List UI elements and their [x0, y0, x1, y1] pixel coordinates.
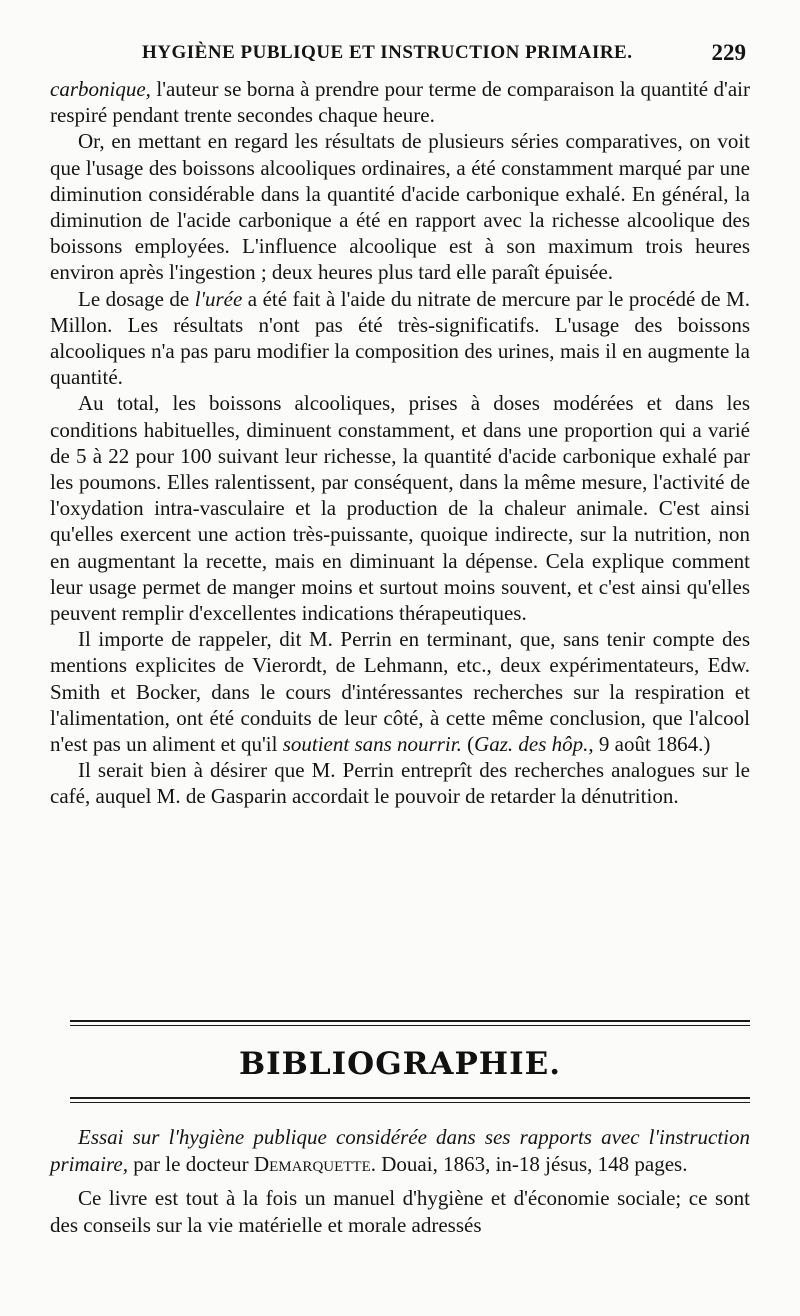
paragraph-3-text-a: Le dosage de — [78, 286, 195, 311]
paragraph-1 — [50, 76, 750, 128]
uree-term: l'urée — [194, 286, 243, 311]
review-paragraph: Ce livre est tout à la fois un manuel d'hygiène et d'économie sociale; ce sont des conseils sur la vie matérielle et morale adressés — [50, 1186, 750, 1237]
book-author: Demarquette — [253, 1151, 371, 1176]
book-details: . Douai, 1863, in-18 jésus, 148 pages. — [370, 1151, 688, 1176]
paragraph-5-text-a: Il importe de rappeler, dit M. Perrin en terminant, que, sans tenir compte des mentions explicites de Vierordt, de Lehmann, etc., deux expérimentateurs, Edw. Smith et Bocker, dans le cours d'intéressantes recherches sur la respiration et l'alimentation, ont été conduits de leur côté, à cette même conclusion, que l'alcool n'est pas un aliment et qu'il — [50, 627, 750, 757]
paragraph-1-text: l'auteur se borna à prendre pour terme de comparaison la quantité d'air respiré pendant trente secondes chaque heure. — [50, 77, 750, 128]
entry-by: par le docteur — [127, 1151, 254, 1176]
paragraph-2: Or, en mettant en regard les résultats de plusieurs séries comparatives, on voit que l'usage des boissons alcooliques ordinaires, a été constamment marqué par une diminution considérable dans la quantité d'acide carbonique exhalé. En général, la diminution de l'acide carbonique a été en rapport avec la richesse alcoolique des boissons employées. L'influence alcoolique est à son maximum trois heures environ après l'ingestion ; deux heures plus tard elle paraît épuisée. — [50, 129, 750, 285]
page-number: 229 — [711, 40, 746, 65]
running-head — [52, 40, 752, 70]
paragraph-5-text-b: , 9 août 1864.) — [588, 732, 711, 757]
quote-soutient: soutient sans nourrir. — [282, 732, 462, 757]
bibliography-entry — [50, 1124, 750, 1177]
running-title: HYGIÈNE PUBLIQUE ET INSTRUCTION PRIMAIRE. — [142, 42, 633, 63]
paragraph-4: Au total, les boissons alcooliques, prises à doses modérées et dans les conditions habituelles, diminuent constamment, et dans une proportion qui a varié de 5 à 22 pour 100 suivant leur richesse, la quantité d'acide carbonique exhalé par les poumons. Elles ralentissent, par conséquent, dans la même mesure, l'activité de l'oxydation intra-vasculaire et la production de la chaleur animale. C'est ainsi qu'elles exercent une action très-puissante, quoique indirecte, sur la nutrition, non en augmentant la recette, mais en diminuant la dépense. Cela explique comment leur usage permet de manger moins et surtout moins souvent, et c'est ainsi qu'elles peuvent remplir d'excellentes indications thérapeutiques. — [50, 391, 750, 626]
article-body — [50, 76, 750, 810]
top-double-rule — [70, 1020, 750, 1026]
paragraph-3-text-b: a été fait à l'aide du nitrate de mercure par le procédé de M. Millon. Les résultats n'ont pas été très-significatifs. L'usage des boissons alcooliques n'a pas paru modifier la composition des urines, mais il en augmente la quantité. — [50, 286, 750, 390]
paragraph-1-italic: carbonique, — [50, 77, 151, 101]
book-title: Essai sur l'hygiène publique considérée dans ses rapports avec l'instruction primaire, — [50, 1125, 750, 1176]
paragraph-6: Il serait bien à désirer que M. Perrin entreprît des recherches analogues sur le café, auquel M. de Gasparin accordait le pouvoir de retarder la dénutrition. — [50, 758, 750, 809]
paragraph-3 — [50, 286, 750, 391]
section-heading: BIBLIOGRAPHIE. — [238, 1046, 562, 1082]
bottom-double-rule — [70, 1097, 750, 1103]
bibliography-block — [50, 1124, 750, 1238]
rule-line — [70, 1020, 750, 1026]
source-citation: Gaz. des hôp. — [474, 732, 589, 757]
rule-line — [70, 1097, 750, 1103]
paragraph-5-paren: ( — [461, 732, 475, 757]
paragraph-5 — [50, 626, 750, 757]
